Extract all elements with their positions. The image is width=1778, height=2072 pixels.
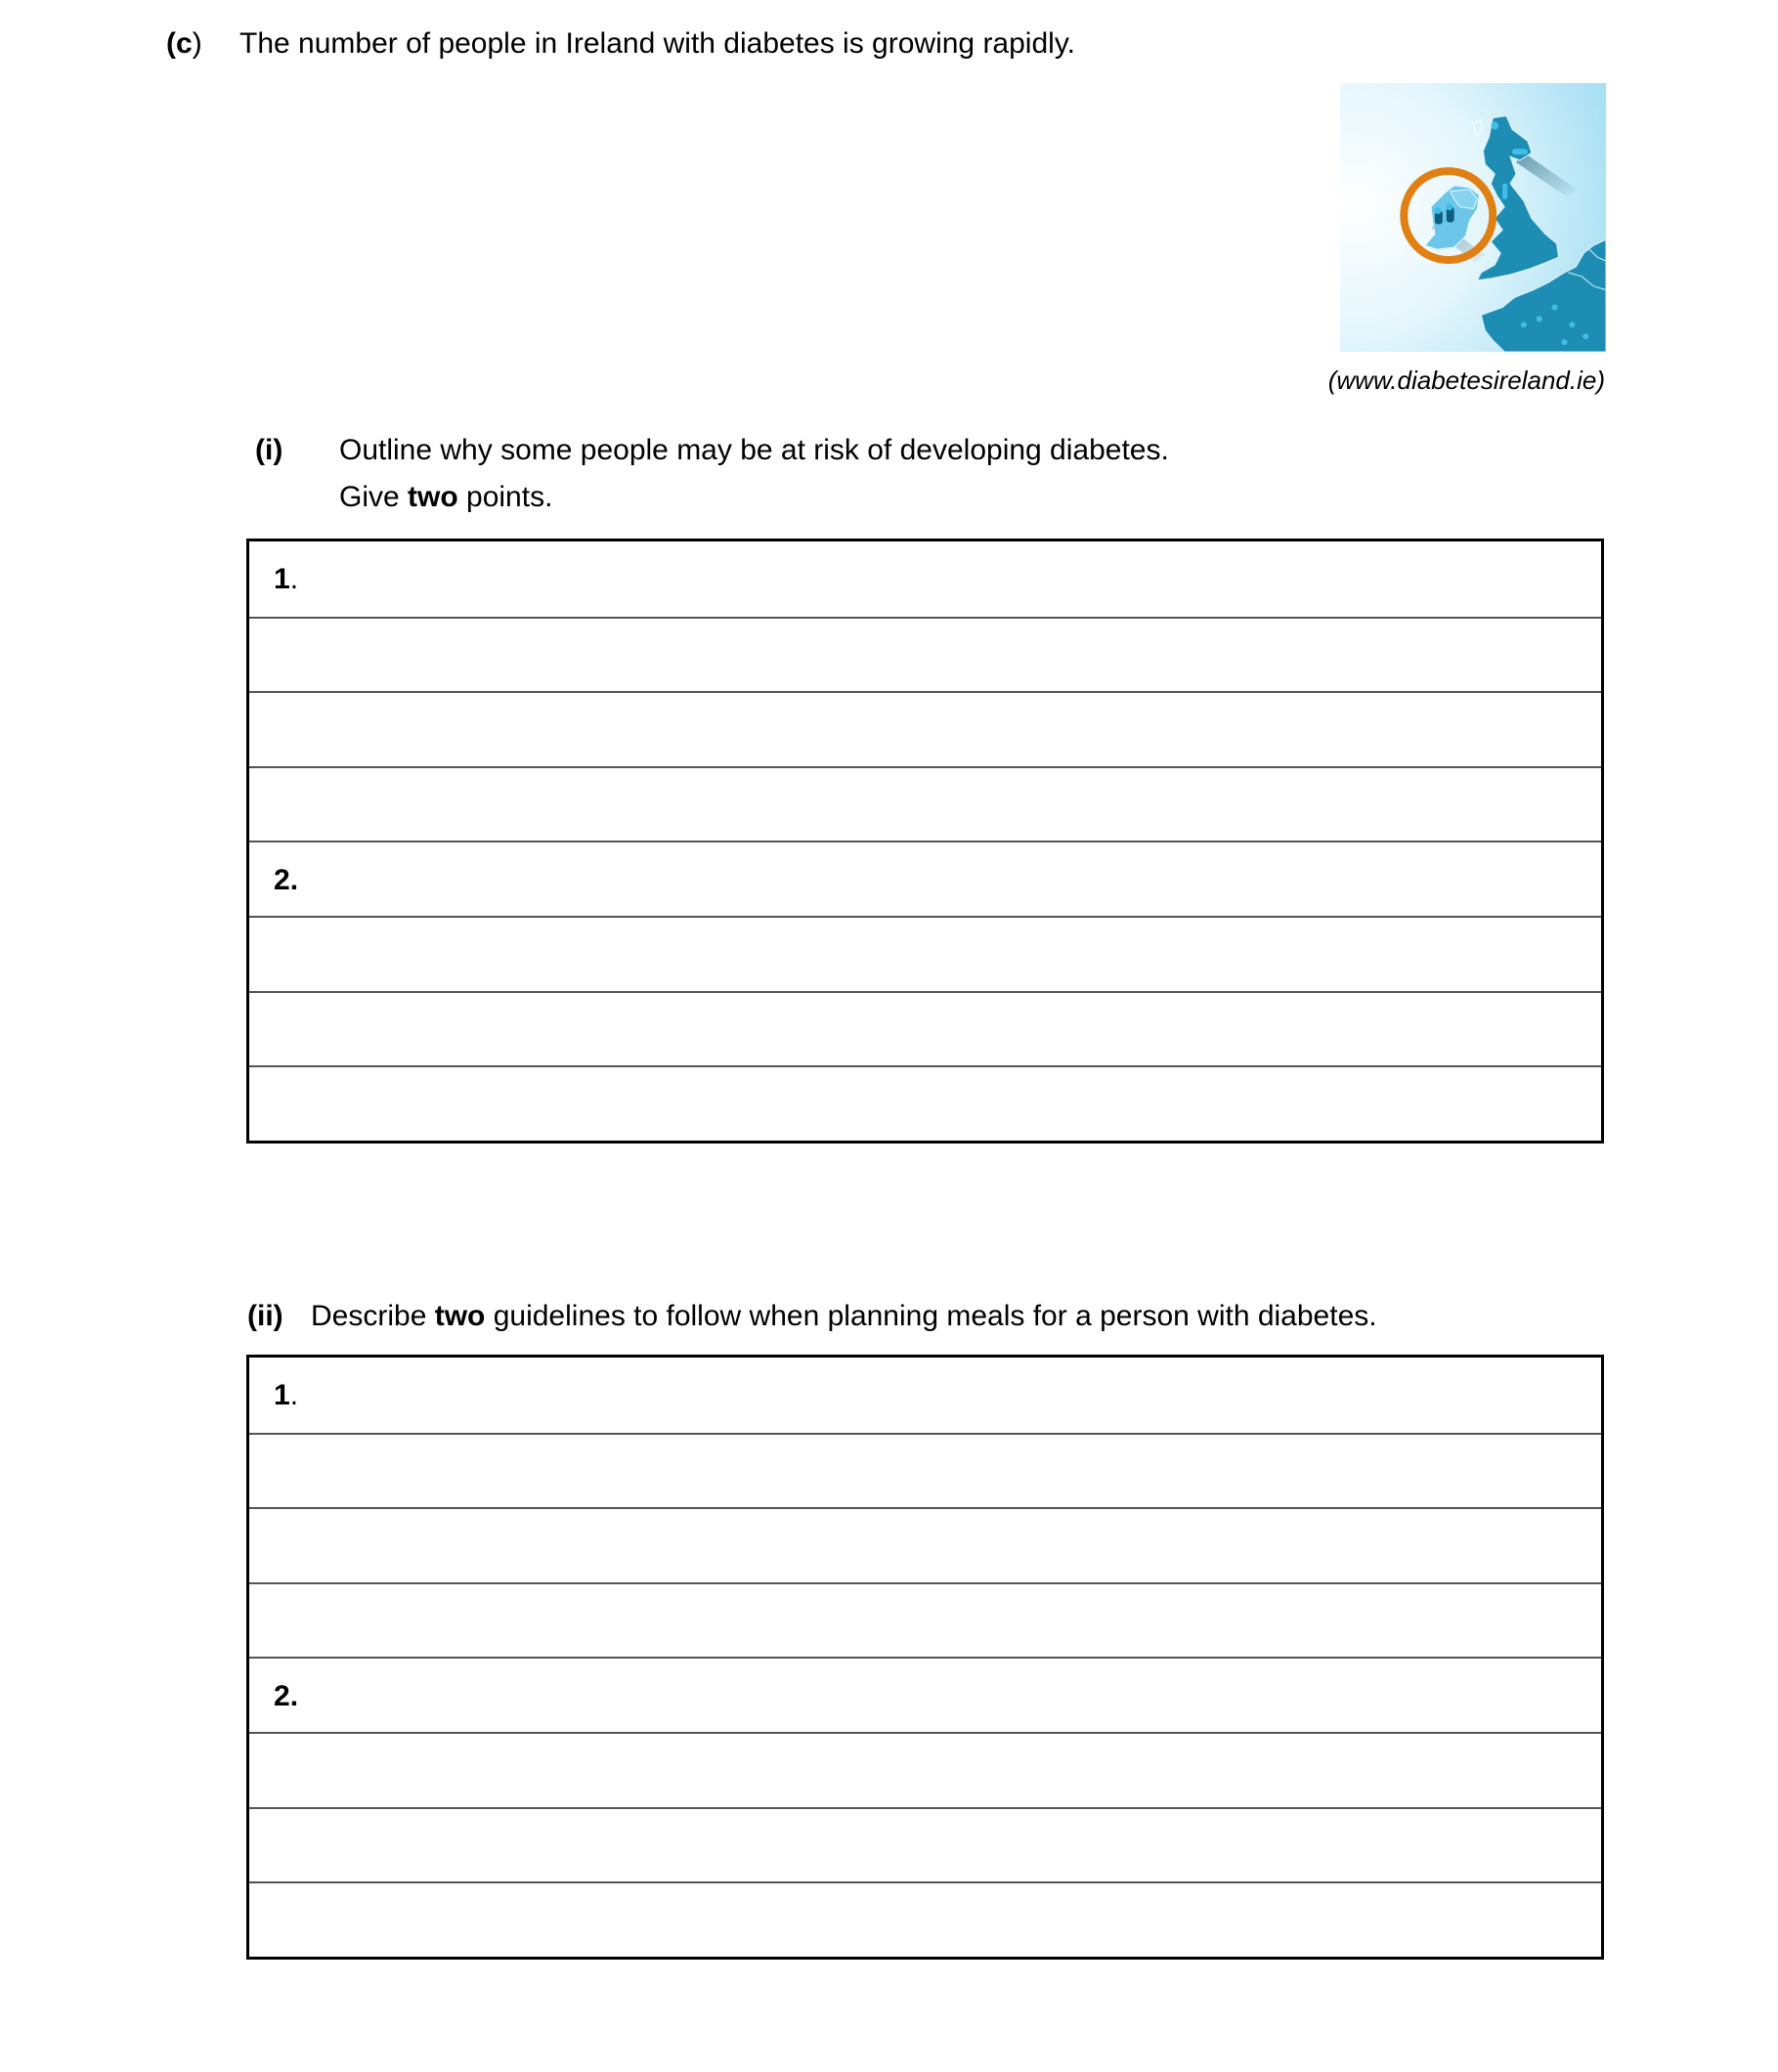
part-i-answer-box[interactable] xyxy=(246,539,1604,1144)
prompt-bold: two xyxy=(434,1300,486,1332)
instruction-bold: two xyxy=(408,481,458,513)
question-stem: The number of people in Ireland with diabetes is growing rapidly. xyxy=(239,27,1075,60)
image-source-caption: (www.diabetesireland.ie) xyxy=(1327,366,1605,395)
map-illustration-icon xyxy=(1340,82,1606,353)
answer-line[interactable] xyxy=(249,766,1601,842)
question-label xyxy=(166,29,202,59)
answer-line[interactable] xyxy=(249,541,1601,617)
answer-line[interactable] xyxy=(249,1065,1601,1141)
answer-line[interactable] xyxy=(249,1657,1601,1732)
answer-line[interactable] xyxy=(249,991,1601,1066)
answer-line[interactable] xyxy=(249,1507,1601,1582)
part-i-prompt: Outline why some people may be at risk of developing diabetes. xyxy=(339,434,1169,466)
point-number: 2 xyxy=(274,864,290,897)
answer-line[interactable] xyxy=(249,1881,1601,1957)
answer-line[interactable] xyxy=(249,617,1601,692)
answer-line[interactable] xyxy=(249,1807,1601,1882)
point-label-2 xyxy=(274,1682,298,1711)
part-ii-answer-box[interactable] xyxy=(246,1355,1604,1960)
answer-line[interactable] xyxy=(249,1358,1601,1433)
answer-line[interactable] xyxy=(249,841,1601,916)
question-letter: (c xyxy=(166,27,193,60)
answer-line[interactable] xyxy=(249,1433,1601,1508)
point-label-1 xyxy=(274,1381,298,1410)
instruction-suffix: points. xyxy=(457,481,553,513)
prompt-suffix: guidelines to follow when planning meals for a person with diabetes. xyxy=(485,1300,1377,1332)
point-dot: . xyxy=(289,563,299,595)
answer-line[interactable] xyxy=(249,1582,1601,1658)
point-number: 2 xyxy=(274,1680,290,1713)
point-number: 1 xyxy=(274,1379,290,1411)
point-number: 1 xyxy=(274,563,290,595)
instruction-prefix: Give xyxy=(339,481,409,513)
part-ii-label: (ii) xyxy=(247,1300,283,1332)
point-label-2 xyxy=(274,866,298,895)
part-i-instruction xyxy=(339,483,552,512)
point-label-1 xyxy=(274,565,298,594)
answer-line[interactable] xyxy=(249,691,1601,766)
point-dot: . xyxy=(289,1379,299,1411)
answer-line[interactable] xyxy=(249,916,1601,991)
question-letter-close: ) xyxy=(192,27,202,60)
point-dot: . xyxy=(289,1680,299,1713)
answer-line[interactable] xyxy=(249,1732,1601,1807)
point-dot: . xyxy=(289,864,299,897)
prompt-prefix: Describe xyxy=(311,1300,435,1332)
part-i-label: (i) xyxy=(255,434,283,466)
part-ii-prompt xyxy=(311,1302,1377,1331)
ireland-map-image xyxy=(1340,82,1606,353)
